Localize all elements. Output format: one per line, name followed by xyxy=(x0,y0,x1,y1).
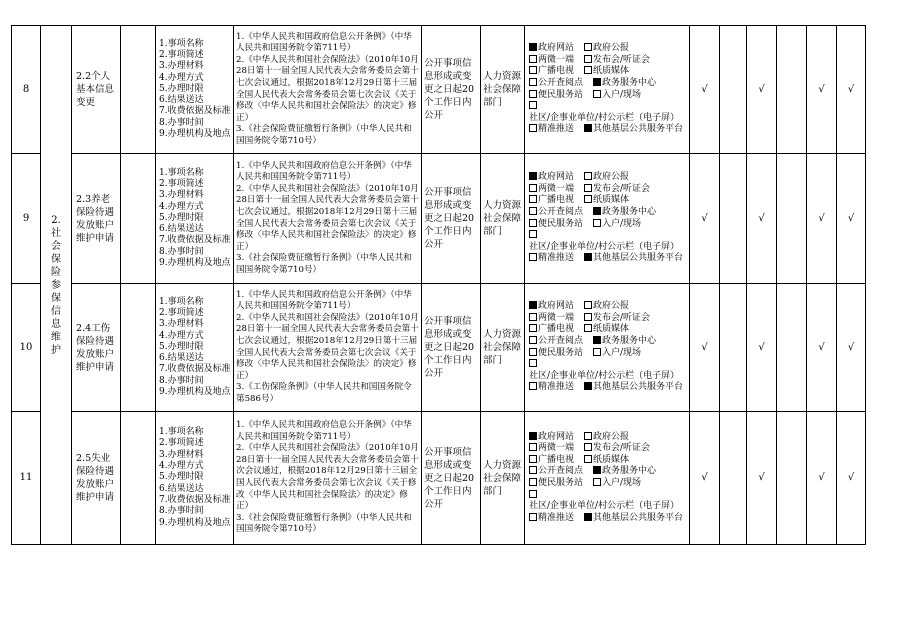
channel-option xyxy=(593,78,656,88)
content-item: 3.办理材料 xyxy=(159,319,204,330)
unchecked-box-icon xyxy=(584,66,592,74)
channel-label: 发布会/听证会 xyxy=(593,54,651,65)
check-cell: √ xyxy=(837,154,866,284)
checked-box-icon xyxy=(584,382,592,390)
channel-label: 社区/企事业单位/村公示栏（电子屏） xyxy=(529,501,680,512)
checked-box-icon xyxy=(529,301,537,309)
check-cell: √ xyxy=(747,26,777,154)
basis-item: 2.《中华人民共和国社会保险法》（2010年10月28日第十一届全国人民代表大会常务委员会第十七次会议通过，根据2018年12月29日第十三届全国人民代表大会常务委员会第七次会议《关于修改〈中华人民共和国社会保险法〉的决定》修正） xyxy=(236,312,419,381)
table-row xyxy=(12,412,866,545)
check-cell xyxy=(720,154,747,284)
basis-cell xyxy=(234,412,422,545)
channel-line xyxy=(529,336,687,348)
basis-item: 2.《中华人民共和国社会保险法》（2010年10月28日第十一届全国人民代表大会常务委员会第十七次会议通过，根据2018年12月29日第十三届全国人民代表大会常务委员会第七次会议《关于修改〈中华人民共和国社会保险法〉的决定》修正） xyxy=(236,54,419,123)
channel-option xyxy=(584,184,650,194)
blank-cell xyxy=(121,154,156,284)
channel-label: 政府网站 xyxy=(538,43,575,54)
unchecked-box-icon xyxy=(529,195,537,203)
unchecked-box-icon xyxy=(593,90,601,98)
channel-line xyxy=(529,124,687,136)
channel-label: 其他基层公共服务平台 xyxy=(593,124,684,135)
channel-label: 精准推送 xyxy=(538,382,575,393)
channel-option xyxy=(529,172,574,182)
channel-label: 入户/现场 xyxy=(602,218,642,229)
check-cell: √ xyxy=(807,26,837,154)
channel-option xyxy=(529,90,583,100)
channel-label: 公开查阅点 xyxy=(538,466,584,477)
channel-label: 两微一端 xyxy=(538,443,575,454)
channel-option xyxy=(584,455,629,465)
channel-label: 政务服务中心 xyxy=(602,206,657,217)
channel-option xyxy=(529,490,679,512)
unchecked-box-icon xyxy=(529,101,537,109)
time-limit: 公开事项信息形成或变更之日起20个工作日内公开 xyxy=(422,154,481,284)
category-cell xyxy=(41,26,72,545)
channel-line xyxy=(529,513,687,525)
channel-line xyxy=(529,348,687,360)
channel-option xyxy=(584,172,629,182)
checked-box-icon xyxy=(529,432,537,440)
channel-label: 其他基层公共服务平台 xyxy=(593,382,684,393)
channel-option xyxy=(529,55,574,65)
check-cell: √ xyxy=(690,154,720,284)
channel-line xyxy=(529,313,687,325)
sub-item-name: 2.2个人基本信息变更 xyxy=(72,26,121,154)
unchecked-box-icon xyxy=(529,455,537,463)
content-item: 9.办理机构及地点 xyxy=(159,517,231,528)
basis-item: 3.《社会保险费征缴暂行条例》（中华人民共和国国务院令第710号） xyxy=(236,512,412,535)
channel-option xyxy=(584,513,683,523)
channel-line xyxy=(529,359,687,382)
content-item: 8.办事时间 xyxy=(159,246,204,257)
channel-label: 政府公报 xyxy=(593,43,630,54)
content-item: 3.办理材料 xyxy=(159,449,204,460)
check-cell xyxy=(777,412,807,545)
time-limit: 公开事项信息形成或变更之日起20个工作日内公开 xyxy=(422,284,481,412)
department: 人力资源社会保障部门 xyxy=(481,412,525,545)
content-item: 8.办事时间 xyxy=(159,117,204,128)
unchecked-box-icon xyxy=(529,207,537,215)
channel-option xyxy=(529,184,574,194)
channel-label: 便民服务站 xyxy=(538,218,584,229)
department: 人力资源社会保障部门 xyxy=(481,26,525,154)
channel-line xyxy=(529,253,687,265)
channel-label: 入户/现场 xyxy=(602,478,642,488)
channel-label: 政府公报 xyxy=(593,172,630,183)
channel-label: 政府网站 xyxy=(538,301,575,312)
channel-line xyxy=(529,55,687,67)
unchecked-box-icon xyxy=(584,443,592,451)
channel-option xyxy=(529,324,574,334)
content-item: 6.结果送达 xyxy=(159,95,204,106)
content-items xyxy=(156,154,234,284)
channel-label: 政府公报 xyxy=(593,301,630,312)
channel-line xyxy=(529,455,687,467)
unchecked-box-icon xyxy=(584,313,592,321)
check-cell xyxy=(720,26,747,154)
content-item: 4.办理方式 xyxy=(159,461,204,472)
channel-line xyxy=(529,101,687,124)
sub-item-name: 2.3养老保险待遇发放账户维护申请 xyxy=(72,154,121,284)
category-label: 2.社会保险参保信息维护 xyxy=(51,214,61,356)
department: 人力资源社会保障部门 xyxy=(481,154,525,284)
channel-option xyxy=(584,66,629,76)
check-cell xyxy=(720,284,747,412)
channel-option xyxy=(529,207,583,217)
table-row xyxy=(12,26,866,154)
check-cell: √ xyxy=(837,412,866,545)
channel-option xyxy=(584,253,683,263)
check-cell: √ xyxy=(690,284,720,412)
channel-label: 便民服务站 xyxy=(538,347,584,358)
content-item: 1.事项名称 xyxy=(159,296,204,307)
channel-option xyxy=(529,432,574,442)
checked-box-icon xyxy=(529,172,537,180)
unchecked-box-icon xyxy=(584,324,592,332)
content-item: 4.办理方式 xyxy=(159,201,204,212)
checked-box-icon xyxy=(593,336,601,344)
unchecked-box-icon xyxy=(584,432,592,440)
channel-line xyxy=(529,219,687,231)
checked-box-icon xyxy=(584,513,592,521)
basis-item: 1.《中华人民共和国政府信息公开条例》（中华人民共和国国务院令第711号） xyxy=(236,289,412,312)
content-item: 2.事项简述 xyxy=(159,49,204,60)
content-item: 4.办理方式 xyxy=(159,72,204,83)
unchecked-box-icon xyxy=(584,301,592,309)
content-item: 7.收费依据及标准 xyxy=(159,364,231,375)
basis-item: 2.《中华人民共和国社会保险法》（2010年10月28日第十一届全国人民代表大会常务委员会第十次会议通过，根据2018年12月29日第十三届全国人民代表大会常务委员会第七次会议《关于修改〈中华人民共和国社会保险法〉的决定》修正） xyxy=(236,443,419,512)
channel-option xyxy=(584,55,650,65)
content-items xyxy=(156,26,234,154)
table-row xyxy=(12,154,866,284)
time-limit: 公开事项信息形成或变更之日起20个工作日内公开 xyxy=(422,26,481,154)
unchecked-box-icon xyxy=(529,443,537,451)
basis-item: 3.《社会保险费征缴暂行条例》（中华人民共和国国务院令第710号） xyxy=(236,124,412,146)
row-number: 9 xyxy=(12,154,41,284)
content-item: 5.办理时限 xyxy=(159,341,204,352)
channel-option xyxy=(529,66,574,76)
unchecked-box-icon xyxy=(593,478,601,486)
content-item: 2.事项简述 xyxy=(159,307,204,318)
blank-cell xyxy=(121,412,156,545)
content-item: 8.办事时间 xyxy=(159,506,204,517)
channel-option xyxy=(593,348,641,358)
channel-option xyxy=(593,336,656,346)
channel-label: 精准推送 xyxy=(538,124,575,135)
unchecked-box-icon xyxy=(584,43,592,51)
content-item: 6.结果送达 xyxy=(159,353,204,364)
unchecked-box-icon xyxy=(529,478,537,486)
channel-label: 两微一端 xyxy=(538,312,575,323)
unchecked-box-icon xyxy=(584,55,592,63)
check-cell: √ xyxy=(807,412,837,545)
check-cell: √ xyxy=(747,154,777,284)
channel-option xyxy=(529,101,679,123)
channel-label: 广播电视 xyxy=(538,195,575,206)
check-cell: √ xyxy=(837,284,866,412)
channel-line xyxy=(529,78,687,90)
content-item: 2.事项简述 xyxy=(159,438,204,449)
channel-label: 两微一端 xyxy=(538,54,575,65)
channel-option xyxy=(529,382,574,392)
channel-option xyxy=(584,43,629,53)
content-item: 1.事项名称 xyxy=(159,167,204,178)
channel-label: 发布会/听证会 xyxy=(593,443,651,454)
channel-line xyxy=(529,490,687,513)
content-items xyxy=(156,412,234,545)
basis-item: 1.《中华人民共和国政府信息公开条例》（中华人民共和国国务院令第711号） xyxy=(236,420,412,442)
row-number: 8 xyxy=(12,26,41,154)
row-number: 10 xyxy=(12,284,41,412)
channel-label: 便民服务站 xyxy=(538,89,584,100)
content-item: 7.收费依据及标准 xyxy=(159,235,231,246)
check-cell: √ xyxy=(747,284,777,412)
unchecked-box-icon xyxy=(529,66,537,74)
checked-box-icon xyxy=(584,253,592,261)
channel-label: 广播电视 xyxy=(538,324,575,335)
blank-cell xyxy=(121,26,156,154)
content-item: 3.办理材料 xyxy=(159,61,204,72)
content-item: 7.收费依据及标准 xyxy=(159,494,231,505)
channel-option xyxy=(529,478,583,488)
channel-line xyxy=(529,184,687,196)
channel-option xyxy=(593,466,656,476)
channel-option xyxy=(529,301,574,311)
unchecked-box-icon xyxy=(529,324,537,332)
checked-box-icon xyxy=(584,124,592,132)
basis-item: 1.《中华人民共和国政府信息公开条例》（中华人民共和国国务院令第711号） xyxy=(236,31,412,54)
channel-option xyxy=(584,301,629,311)
unchecked-box-icon xyxy=(584,195,592,203)
channel-option xyxy=(584,324,629,334)
check-cell xyxy=(777,26,807,154)
channel-option xyxy=(529,124,574,134)
content-item: 5.办理时限 xyxy=(159,472,204,483)
channel-option xyxy=(529,253,574,263)
basis-cell xyxy=(234,154,422,284)
channel-label: 政府网站 xyxy=(538,172,575,183)
unchecked-box-icon xyxy=(529,336,537,344)
check-cell: √ xyxy=(690,26,720,154)
unchecked-box-icon xyxy=(529,490,537,498)
channel-line xyxy=(529,382,687,394)
basis-item: 2.《中华人民共和国社会保险法》（2010年10月28日第十一届全国人民代表大会常务委员会第十七次会议通过，根据2018年12月29日第十三届全国人民代表大会常务委员会第七次会议《关于修改〈中华人民共和国社会保险法〉的决定》修正） xyxy=(236,183,419,252)
channel-option xyxy=(584,313,650,323)
content-item: 9.办理机构及地点 xyxy=(159,258,231,269)
checked-box-icon xyxy=(593,78,601,86)
content-item: 3.办理材料 xyxy=(159,190,204,201)
channel-label: 政府网站 xyxy=(538,431,575,442)
basis-item: 3.《社会保险费征缴暂行条例》（中华人民共和国国务院令第710号） xyxy=(236,253,412,275)
channel-label: 广播电视 xyxy=(538,454,575,465)
channel-label: 精准推送 xyxy=(538,253,575,264)
channel-option xyxy=(584,432,629,442)
channel-label: 广播电视 xyxy=(538,66,575,77)
channel-label: 公开查阅点 xyxy=(538,77,584,88)
channel-line xyxy=(529,66,687,78)
channel-line xyxy=(529,230,687,253)
content-item: 6.结果送达 xyxy=(159,483,204,494)
unchecked-box-icon xyxy=(529,219,537,227)
channel-label: 纸质媒体 xyxy=(593,454,630,465)
channel-option xyxy=(529,455,574,465)
check-cell: √ xyxy=(807,284,837,412)
channel-label: 纸质媒体 xyxy=(593,324,630,335)
channel-line xyxy=(529,466,687,478)
content-item: 2.事项简述 xyxy=(159,178,204,189)
channel-option xyxy=(529,443,574,453)
basis-item: 1.《中华人民共和国政府信息公开条例》（中华人民共和国国务院令第711号） xyxy=(236,160,412,183)
checked-box-icon xyxy=(529,43,537,51)
unchecked-box-icon xyxy=(584,172,592,180)
unchecked-box-icon xyxy=(593,219,601,227)
basis-cell xyxy=(234,26,422,154)
channel-line xyxy=(529,207,687,219)
channel-label: 精准推送 xyxy=(538,512,575,523)
unchecked-box-icon xyxy=(529,466,537,474)
channel-label: 纸质媒体 xyxy=(593,66,630,77)
channel-line xyxy=(529,324,687,336)
channel-option xyxy=(529,336,583,346)
unchecked-box-icon xyxy=(529,78,537,86)
unchecked-box-icon xyxy=(529,55,537,63)
channel-option xyxy=(593,219,641,229)
channel-option xyxy=(529,43,574,53)
channels-cell xyxy=(525,154,690,284)
channel-option xyxy=(584,382,683,392)
channel-option xyxy=(529,348,583,358)
unchecked-box-icon xyxy=(529,184,537,192)
content-item: 6.结果送达 xyxy=(159,224,204,235)
check-cell: √ xyxy=(690,412,720,545)
unchecked-box-icon xyxy=(584,184,592,192)
sub-item-name: 2.5失业保险待遇发放账户维护申请 xyxy=(72,412,121,545)
unchecked-box-icon xyxy=(529,382,537,390)
channel-label: 便民服务站 xyxy=(538,478,584,488)
table-row xyxy=(12,284,866,412)
unchecked-box-icon xyxy=(593,348,601,356)
check-cell: √ xyxy=(837,26,866,154)
channel-line xyxy=(529,43,687,55)
content-item: 5.办理时限 xyxy=(159,212,204,223)
unchecked-box-icon xyxy=(529,513,537,521)
checked-box-icon xyxy=(593,207,601,215)
channel-option xyxy=(529,230,679,252)
content-item: 1.事项名称 xyxy=(159,38,204,49)
disclosure-table xyxy=(11,25,866,545)
channel-option xyxy=(593,207,656,217)
check-cell: √ xyxy=(807,154,837,284)
channel-option xyxy=(529,359,679,381)
channel-label: 政府公报 xyxy=(593,431,630,442)
channel-line xyxy=(529,432,687,444)
content-items xyxy=(156,284,234,412)
department: 人力资源社会保障部门 xyxy=(481,284,525,412)
channel-line xyxy=(529,301,687,313)
check-cell: √ xyxy=(747,412,777,545)
content-item: 1.事项名称 xyxy=(159,427,204,438)
unchecked-box-icon xyxy=(529,124,537,132)
content-item: 9.办理机构及地点 xyxy=(159,129,231,140)
channel-option xyxy=(529,466,583,476)
time-limit: 公开事项信息形成或变更之日起20个工作日内公开 xyxy=(422,412,481,545)
channel-option xyxy=(529,219,583,229)
blank-cell xyxy=(121,284,156,412)
channel-option xyxy=(584,124,683,134)
check-cell xyxy=(777,154,807,284)
content-item: 8.办事时间 xyxy=(159,375,204,386)
channel-line xyxy=(529,90,687,102)
channel-option xyxy=(593,90,641,100)
channel-label: 公开查阅点 xyxy=(538,206,584,217)
channel-label: 其他基层公共服务平台 xyxy=(593,253,684,264)
channel-option xyxy=(584,443,650,453)
channel-label: 政务服务中心 xyxy=(602,335,657,346)
basis-cell xyxy=(234,284,422,412)
content-item: 9.办理机构及地点 xyxy=(159,387,231,398)
channel-label: 社区/企事业单位/村公示栏（电子屏） xyxy=(529,370,680,381)
channel-line xyxy=(529,172,687,184)
unchecked-box-icon xyxy=(529,230,537,238)
channel-label: 纸质媒体 xyxy=(593,195,630,206)
channel-option xyxy=(584,195,629,205)
basis-item: 3.《工伤保险条例》（中华人民共和国国务院令第586号） xyxy=(236,382,412,404)
content-item: 5.办理时限 xyxy=(159,83,204,94)
checked-box-icon xyxy=(593,466,601,474)
channel-label: 发布会/听证会 xyxy=(593,183,651,194)
channel-label: 两微一端 xyxy=(538,183,575,194)
check-cell xyxy=(777,284,807,412)
channel-label: 政务服务中心 xyxy=(602,77,657,88)
channel-line xyxy=(529,443,687,455)
channel-line xyxy=(529,195,687,207)
content-item: 7.收费依据及标准 xyxy=(159,106,231,117)
channels-cell xyxy=(525,412,690,545)
channel-label: 社区/企事业单位/村公示栏（电子屏） xyxy=(529,241,680,252)
channel-option xyxy=(593,478,641,488)
unchecked-box-icon xyxy=(529,348,537,356)
unchecked-box-icon xyxy=(529,359,537,367)
channel-option xyxy=(529,195,574,205)
channel-label: 其他基层公共服务平台 xyxy=(593,512,684,523)
channel-line xyxy=(529,478,687,490)
check-cell xyxy=(720,412,747,545)
channel-label: 入户/现场 xyxy=(602,89,642,100)
channel-label: 社区/企事业单位/村公示栏（电子屏） xyxy=(529,112,680,123)
channel-label: 发布会/听证会 xyxy=(593,312,651,323)
channels-cell xyxy=(525,26,690,154)
channel-label: 入户/现场 xyxy=(602,347,642,358)
unchecked-box-icon xyxy=(529,313,537,321)
unchecked-box-icon xyxy=(529,90,537,98)
sub-item-name: 2.4工伤保险待遇发放账户维护申请 xyxy=(72,284,121,412)
row-number: 11 xyxy=(12,412,41,545)
unchecked-box-icon xyxy=(529,253,537,261)
channel-label: 政务服务中心 xyxy=(602,466,657,477)
channel-option xyxy=(529,313,574,323)
channel-option xyxy=(529,78,583,88)
channel-label: 公开查阅点 xyxy=(538,335,584,346)
channel-option xyxy=(529,513,574,523)
channels-cell xyxy=(525,284,690,412)
content-item: 4.办理方式 xyxy=(159,330,204,341)
unchecked-box-icon xyxy=(584,455,592,463)
